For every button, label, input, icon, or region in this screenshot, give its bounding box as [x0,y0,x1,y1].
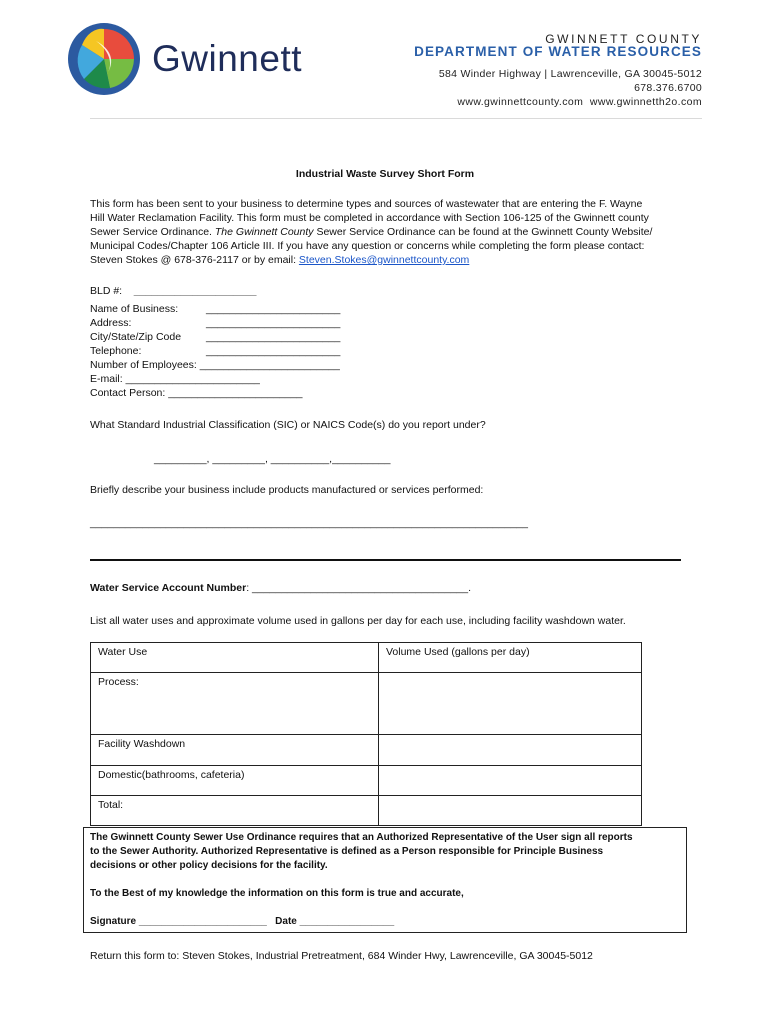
city-state-zip-label: City/State/Zip Code [90,331,182,343]
logo-wordmark: Gwinnett [152,38,303,79]
intro-line: Steven Stokes @ 678-376-2117 or by email: Steven.Stokes@gwinnettcounty.com [90,254,470,266]
volume-cell-total[interactable] [379,796,642,826]
volume-cell-domestic[interactable] [379,766,642,796]
employees-field[interactable]: Number of Employees: ________________________ [90,359,340,371]
county-name: GWINNETT COUNTY [545,32,702,46]
intro-line: This form has been sent to your business to determine types and sources of wastewater that are entering the F. Wayne [90,198,643,210]
column-header-water-use: Water Use [91,643,379,673]
column-header-volume: Volume Used (gallons per day) [379,643,642,673]
contact-email-link[interactable]: Steven.Stokes@gwinnettcounty.com [298,254,470,266]
authorization-text: to the Sewer Authority. Authorized Representative is defined as a Person responsible for Principle Business [90,846,604,857]
water-use-table [90,642,642,826]
address-label: Address: [90,317,132,329]
gwinnett-logo-icon [66,21,142,97]
department-websites [457,96,702,108]
department-phone: 678.376.6700 [634,82,702,94]
signature-row [90,915,680,929]
table-row [91,796,642,826]
intro-line: Sewer Service Ordinance. The Gwinnett County Sewer Service Ordinance can be found at the Gwinnett County Website/ [90,226,653,238]
intro-line: Hill Water Reclamation Facility. This form must be completed in accordance with Section 106-125 of the Gwinnett county [90,212,649,224]
table-row [91,673,642,735]
table-header-row [91,643,642,673]
table-row [91,735,642,766]
intro-paragraph [90,197,700,267]
authorization-text: decisions or other policy decisions for the facility. [90,860,328,871]
sic-code-fields[interactable]: _________, _________, __________,__________ [154,453,391,465]
website-link-h2o[interactable]: www.gwinnetth2o.com [589,96,702,108]
row-label-process: Process: [91,673,379,735]
email-field[interactable]: E-mail: _______________________ [90,373,260,385]
return-instructions: Return this form to: Steven Stokes, Industrial Pretreatment, 684 Winder Hwy, Lawrenceville, GA 30045-5012 [90,950,593,962]
address-field[interactable]: _______________________ [206,317,341,329]
table-row [91,766,642,796]
certification-text: To the Best of my knowledge the information on this form is true and accurate, [90,888,464,899]
business-name-field[interactable]: _______________________ [206,303,341,315]
telephone-label: Telephone: [90,345,142,357]
volume-cell-washdown[interactable] [379,735,642,766]
department-address: 584 Winder Highway | Lawrenceville, GA 30045-5012 [438,68,702,80]
department-name: DEPARTMENT OF WATER RESOURCES [414,44,702,59]
water-uses-instruction: List all water uses and approximate volume used in gallons per day for each use, including facility washdown water. [90,615,626,627]
volume-cell-process[interactable] [379,673,642,735]
bld-number-field[interactable]: BLD #: _____________________ [90,285,257,297]
sic-question: What Standard Industrial Classification (SIC) or NAICS Code(s) do you report under? [90,419,486,431]
form-title: Industrial Waste Survey Short Form [295,168,475,180]
account-number-field[interactable]: Water Service Account Number: _____________________________________. [90,582,472,594]
ordinance-title: The Gwinnett County [214,226,314,238]
date-field[interactable]: Date _________________ [275,916,395,927]
intro-line: Municipal Codes/Chapter 106 Article III. If you have any question or concerns while completing the form please contact: [90,240,645,252]
authorization-box [83,827,687,933]
city-state-zip-field[interactable]: _______________________ [206,331,341,343]
describe-field[interactable]: ___________________________________________________________________________ [90,517,528,529]
row-label-domestic: Domestic(bathrooms, cafeteria) [91,766,379,796]
authorization-text: The Gwinnett County Sewer Use Ordinance requires that an Authorized Representative of the User sign all reports [90,832,633,843]
describe-question: Briefly describe your business include products manufactured or services performed: [90,484,484,496]
contact-person-field[interactable]: Contact Person: _______________________ [90,387,303,399]
header-divider [90,118,702,119]
row-label-washdown: Facility Washdown [91,735,379,766]
section-divider [90,559,681,561]
row-label-total: Total: [91,796,379,826]
signature-field[interactable]: Signature _______________________ [90,916,267,927]
business-name-label: Name of Business: [90,303,179,315]
telephone-field[interactable]: _______________________ [206,345,341,357]
website-link-county[interactable]: www.gwinnettcounty.com [457,96,584,108]
